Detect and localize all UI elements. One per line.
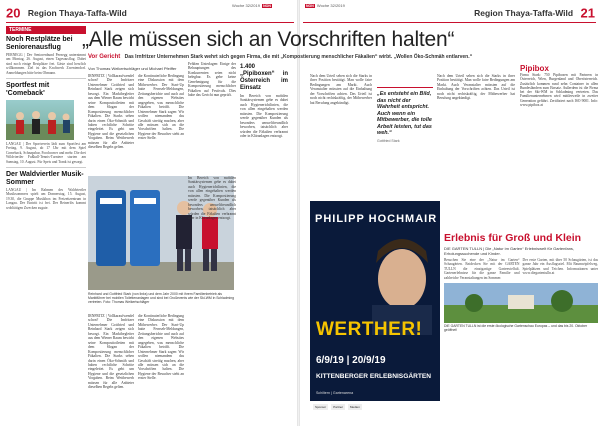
termine-sidebar (6, 26, 86, 424)
erlebnis-article (444, 232, 598, 422)
article-column: die Kontinuierliche Bedingung eine Diskussion mit dem Mitbewerber. Der Start-Up hatte Fernseh-Meldungen, Zeitungsberichte und auch auf den eigenen Websites angegeben, was menschliche Fäkalien betrifft. Die Unternehmer Stark sagen: Wir wollen niemandem das Geschäft streitig machen, aber alle müssen sich an die Vorschriften halten. Die Hygiene der Besucher steht an erster Stelle. (138, 74, 184, 141)
erlebnis-column: Der erste Garten, mit über 50 Schaugärten, ist das ganze Jahr ein Ausflugsziel. Mit Baumwipfelweg, Spielplätzen und Teichen. Informationen unter www.diegartentulln.at (522, 258, 598, 276)
article-column: die Kontinuierliche Bedingung eine Diskussion mit dem Mitbewerber. Der Start-Up hatte Fernseh-Meldungen, Zeitungsberichte und auch auf den eigenen Websites angegeben, was menschliche Fäkalien betrifft. Die Unternehmer Stark sagen: Wir wollen niemandem das Geschäft streitig machen, aber alle müssen sich an die Vorschriften halten. Die Hygiene der Besucher steht an erster Stelle. (138, 314, 184, 381)
article-subheadline-row (88, 54, 598, 60)
werther-advertisement (310, 201, 440, 413)
article-subheadline: Das Irnfritzer Unternehmen Stark wehrt sich gegen Firma, die mit „Kompostierung menschlicher Fäkalien“ wirbt. „Wollen Öko-Schmäh entlarven.“ (124, 54, 473, 60)
ad-performer: PHILIPP HOCHMAIR (315, 213, 438, 225)
garden-photo-caption: DIE GARTEN TULLN ist die erste ökologische Gartenschau Europas – und das bis 20. Oktober geöffnet! (444, 324, 588, 333)
pull-quote (377, 87, 433, 142)
ad-dates: 6/9/19 | 20/9/19 (316, 355, 386, 366)
noen-logo: NÖN (306, 4, 314, 8)
right-region-title: Region Thaya-Taffa-Wild (474, 7, 574, 18)
erlebnis-column: Besuchen Sie eine der „Natur im Garten“ Schaugärten. Entdecken Sie mit der GARTEN TULLN die einzigartige Gartenvielfalt. Gartenerlebnisse für die ganze Familie und zahlreiche Veranstaltungen im Sommer. (444, 258, 520, 280)
sidebar-item-body: LANGAU | Der Sportverein lädt zum Sportfest am Freitag, 9. August, ab 17 Uhr mit dem Spiel Comeback, Schnapsbar, Foodcorner und mehr. Die drei Wildviertler Fußball-Tennis-Turniere starten am Samstag, 10. August. Für Speis und Trank ist gesorgt. (6, 142, 86, 164)
article-headline: „Alle müssen sich an Vorschriften halten“ (82, 28, 455, 51)
sidebar-divider (6, 78, 86, 79)
article-column: Fehlten Unterlagen: Einige der Behauptungen des Konkurrenten seien nicht belegbar. Es gebe keine Genehmigung für die Kompostierung menschlicher Fäkalien auf Festivals. Dies habe das Gericht nun geprüft. (188, 62, 236, 98)
right-page-header (350, 4, 595, 19)
left-page-number: 20 (6, 5, 21, 21)
noen-logo: NÖN (263, 4, 271, 8)
erlebnis-headline: Erlebnis für Groß und Klein (444, 232, 582, 244)
article-kicker: Vor Gericht (88, 54, 121, 60)
ad-subline: Schiltern | Gartenarena (316, 391, 354, 395)
sidebar-item-title: Noch Restplätze bei Seniorenausflug (6, 36, 73, 51)
erlebnis-columns (444, 258, 598, 280)
sportfest-photo (6, 100, 74, 140)
sidebar-item-body: PERNEGG | Der Seniorenbund Pernegg unternimmt am Montag, 26. August, einen Tagesausflug. Dabei sind noch einige Restplätze frei. Gäste sind herzlich willkommen. Ziel ist das Kraftwerk Zwentendorf. Anmeldungen bitte beim Obmann. (6, 53, 86, 75)
people-icon (6, 100, 74, 140)
article-column: Nach dem Urteil sehen sich die Starks in ihrer Position bestätigt. Man wolle faire Bedingungen am Markt. Auch Veranstalter müssten auf die Einhaltung der Vorschriften achten. Das Urteil ist noch nicht rechtskräftig, der Mitbewerber hat Berufung angekündigt. (310, 74, 372, 105)
article-column: IRNFRITZ | Vollkaraufwendel schon? Die Irnfritzer Unternehmer Gottfried und Reinhard Stark zeigen sich besorgt. Ein Marktbegleiter aus dem Wiener Raum bewirbt seine Komposttoiletten mit dem Slogan der Kompostierung menschlicher Fäkalien. Die Starks sehen darin einen Öko-Schmäh und haben rechtliche Schritte eingeleitet. Es geht um Hygiene und die gesetzlichen Vorgaben. Beim Wettbewerb müssen für alle Anbieter dieselben Regeln gelten. (88, 314, 134, 390)
sidebar-item-title: Sportfest mit 'Comeback' (6, 82, 50, 98)
ad-sponsor-strip (310, 401, 440, 413)
ad-venue: KITTENBERGER ERLEBNISGÄRTEN (316, 373, 432, 380)
sponsor-logo: Medien (350, 405, 360, 409)
right-week-label: NÖN Woche 32/2019 (306, 3, 345, 8)
ad-portrait-icon (310, 201, 440, 413)
quote-text: „Es entsteht ein Bild, das nicht der Wahrheit entspricht. Auch wenn ein Mitbewerber, die tolle Arbeit leisten, tut das weh.“ (377, 91, 432, 136)
photo-caption: Reinhard und Gottfried Stark (von links) und dem Jahr 2000 mit ihrem Familienbetrieb als Marktführer bei mobilen Toilettenanlagen und sind bei Großevents wie der Ski-WM in Schladming vertreten. Foto: Thomas Weikertschläger (88, 292, 234, 304)
left-region-title: Region Thaya-Taffa-Wild (27, 7, 127, 18)
article-column: Im Bereich von mobilen Sanitärsystemen gebe es dabei auch Hygienerichtlinien, die von allen eingehalten werden müssten. Die Kompostierung werde gegenüber Kunden als besonders umweltfreundlich beworben, tatsächlich aber würden die Fäkalien verbrannt oder in Kläranlagen entsorgt. (188, 176, 236, 221)
left-week-label: Woche 32/2019 NÖN (232, 3, 271, 8)
article-column: 1.400 „Pipiboxen“ in Österreich im Einsatz Im Bereich von mobilen Sanitärsystemen gebe es dabei auch Hygienerichtlinien, die von allen eingehalten werden müssten. Die Kompostierung werde gegenüber Kunden als besonders umweltfreundlich beworben, tatsächlich aber würden die Fäkalien verbrannt oder in Kläranlagen entsorgt. (240, 64, 288, 139)
erlebnis-lead: DIE GARTEN TULLN | Die „Natur im Garten“ Erlebniswelt für Gartenfans, Erholungssuchende und Kinder. (444, 246, 575, 256)
sidebar-divider (6, 167, 86, 168)
right-page-number: 21 (580, 5, 595, 21)
article-column: Nach dem Urteil sehen sich die Starks in ihrer Position bestätigt. Man wolle faire Bedingungen am Markt. Auch Veranstalter müssten auf die Einhaltung der Vorschriften achten. Das Urteil ist noch nicht rechtskräftig, der Mitbewerber hat Berufung angekündigt. (437, 74, 515, 101)
sidebar-label: TERMINE (6, 26, 86, 34)
article-inline-heading: 1.400 „Pipiboxen“ in Österreich im Einsatz (240, 64, 288, 91)
sponsor-logo: Sponsor (315, 405, 327, 409)
pipibox-infobox (520, 64, 598, 214)
ad-show-title: WERTHER! (316, 319, 423, 340)
sidebar-item-title: Der Waldviertler Musik-Sommer (6, 171, 84, 187)
pipibox-title: Pipibox (520, 64, 549, 73)
header-rule (303, 22, 596, 23)
garden-photo (444, 283, 598, 323)
pipibox-body: Firma Stark: 750 Pipiboxen mit Partnern in Österreich, Wien, Burgenland und Oberösterreich. Zusätzlich kommen rund zehn Container in allen Bundesländern zum Einsatz. Außerdem ist die Firma bei der Ski-WM in Schladming vertreten. Das Familienunternehmen wird mittlerweile in zweiter Generation geführt. Zertifiziert nach ISO 9001. Info: www.pipibox.at (520, 73, 598, 108)
page-gutter (297, 0, 300, 426)
article-column: IRNFRITZ | Vollkaraufwendel schon? Die Irnfritzer Unternehmer Gottfried und Reinhard Stark zeigen sich besorgt. Ein Marktbegleiter aus dem Wiener Raum bewirbt seine Komposttoiletten mit dem Slogan der Kompostierung menschlicher Fäkalien. Die Starks sehen darin einen Öko-Schmäh und haben rechtliche Schritte eingeleitet. Es geht um Hygiene und die gesetzlichen Vorgaben. Beim Wettbewerb müssen für alle Anbieter dieselben Regeln gelten. (88, 74, 134, 150)
article-author: Von Thomas Weikertschläger und Michael Pfeiffer (88, 66, 177, 71)
garden-landscape-icon (444, 283, 598, 323)
quote-author: Gottfried Stark (377, 138, 400, 143)
sidebar-item-body: LANGAU | Im Rahmen des Waldviertler Musiksommers spielt am Donnerstag, 15. August, 19.30, die Gruppe Musikbox im Freizeitzentrum in Langau. Der Eintritt ist frei. Der Reinerlös kommt wohltätigen Zwecken zugute. (6, 188, 86, 210)
sponsor-logo: Partner (333, 405, 344, 409)
header-rule (6, 22, 294, 23)
